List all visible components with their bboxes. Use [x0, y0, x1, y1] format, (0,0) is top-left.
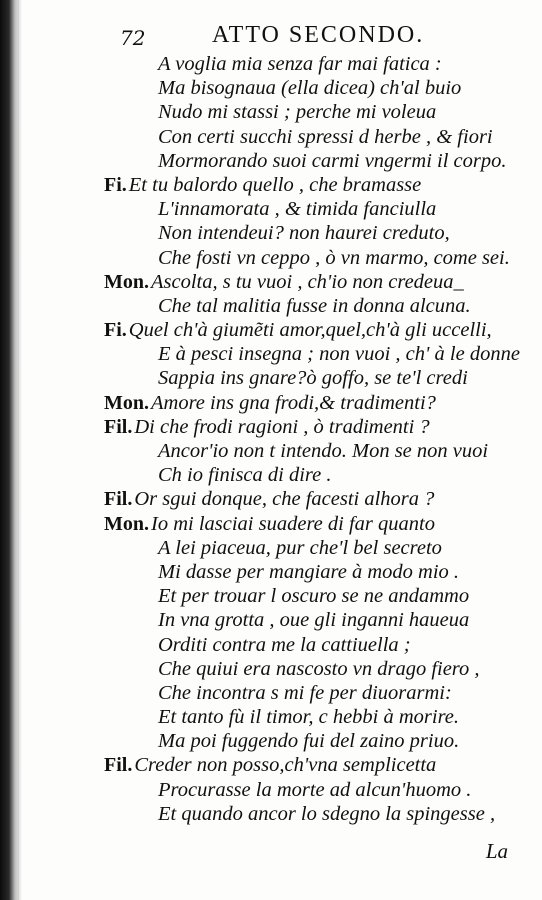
speaker-label: Mon. [104, 391, 149, 414]
verse-text: Mormorando suoi carmi vngermi il corpo. [158, 149, 507, 172]
verse-text: Ma poi fuggendo fui del zaino priuo. [158, 730, 460, 753]
verse-line [0, 584, 542, 608]
verse-lines [0, 52, 542, 826]
speaker-label: Mon. [104, 270, 149, 293]
verse-line [0, 366, 542, 390]
verse-text: Et tu balordo quello , che bramasse [128, 173, 422, 196]
verse-line [0, 633, 542, 657]
verse-text: Ch io finisca di dire . [158, 464, 332, 487]
catchword: La [485, 839, 508, 863]
verse-line [0, 487, 542, 511]
verse-line [0, 173, 542, 197]
verse-line [0, 294, 542, 318]
verse-text: Non intendeui? non haurei creduto, [158, 222, 450, 245]
verse-text: Con certi succhi spressi d herbe , & fiori [158, 125, 493, 148]
verse-text: Ma bisognaua (ella dicea) ch'al buio [158, 77, 462, 100]
verse-line [0, 415, 542, 439]
act-title: ATTO SECONDO. [212, 22, 425, 48]
verse-line [0, 149, 542, 173]
verse-text: Che fosti vn ceppo , ò vn marmo, come sei. [158, 246, 510, 269]
verse-line [0, 221, 542, 245]
verse-text: A lei piaceua, pur che'l bel secreto [158, 536, 442, 559]
verse-line [0, 681, 542, 705]
verse-text: Et tanto fù il timor, c hebbi à morire. [158, 706, 460, 729]
verse-text: Orditi contra me la cattiuella ; [158, 633, 411, 656]
verse-text: Amore ins gna frodi,& tradimenti? [151, 391, 436, 414]
verse-line [0, 197, 542, 221]
verse-text: L'innamorata , & timida fanciulla [158, 198, 437, 221]
verse-text: Quel ch'à giumẽti amor,quel,ch'à gli uccelli, [128, 319, 492, 342]
verse-line [0, 536, 542, 560]
speaker-label: Fil. [104, 754, 133, 777]
verse-line [0, 439, 542, 463]
verse-text: In vna grotta , oue gli inganni haueua [158, 609, 470, 632]
verse-line [0, 246, 542, 270]
verse-text: Ascolta, s tu vuoi , ch'io non credeua_ [151, 270, 464, 293]
verse-text: Che quiui era nascosto vn drago fiero , [158, 657, 480, 680]
verse-line [0, 100, 542, 124]
speaker-label: Fi. [104, 173, 127, 196]
verse-text: E à pesci insegna ; non vuoi , ch' à le donne [158, 343, 520, 366]
verse-line [0, 512, 542, 536]
verse-line [0, 802, 542, 826]
verse-line [0, 753, 542, 777]
running-header [120, 22, 520, 52]
speaker-label: Fil. [104, 415, 133, 438]
verse-text: Et quando ancor lo sdegno la spingesse , [158, 802, 496, 825]
verse-line [0, 318, 542, 342]
speaker-label: Mon. [104, 512, 149, 535]
verse-text: A voglia mia senza far mai fatica : [158, 53, 442, 75]
verse-line [0, 657, 542, 681]
verse-text: Io mi lasciai suadere di far quanto [151, 512, 435, 535]
verse-text: Et per trouar l oscuro se ne andammo [158, 585, 470, 608]
speaker-label: Fil. [104, 488, 133, 511]
verse-line [0, 391, 542, 415]
verse-line [0, 270, 542, 294]
verse-line [0, 52, 542, 76]
verse-text: Che incontra s mi fe per diuorarmi: [158, 681, 452, 704]
verse-text: Creder non posso,ch'vna semplicetta [134, 754, 437, 777]
verse-line [0, 560, 542, 584]
verse-line [0, 76, 542, 100]
verse-text: Nudo mi stassi ; perche mi voleua [158, 101, 437, 124]
speaker-label: Fi. [104, 319, 127, 342]
verse-line [0, 342, 542, 366]
verse-text: Di che frodi ragioni , ò tradimenti ? [134, 415, 430, 438]
verse-text: Procurasse la morte ad alcun'huomo . [158, 778, 472, 801]
verse-text: Mi dasse per mangiare à modo mio . [158, 560, 460, 583]
verse-line [0, 125, 542, 149]
verse-text: Or sgui donque, che facesti alhora ? [134, 488, 435, 511]
verse-line [0, 463, 542, 487]
verse-line [0, 608, 542, 632]
verse-line [0, 705, 542, 729]
page-number: 72 [120, 26, 146, 50]
verse-line [0, 778, 542, 802]
verse-line [0, 729, 542, 753]
verse-text: Ancor'io non t intendo. Mon se non vuoi [158, 440, 489, 462]
verse-text: Sappia ins gnare?ò goffo, se te'l credi [158, 367, 468, 390]
verse-text: Che tal malitia fusse in donna alcuna. [158, 294, 471, 317]
